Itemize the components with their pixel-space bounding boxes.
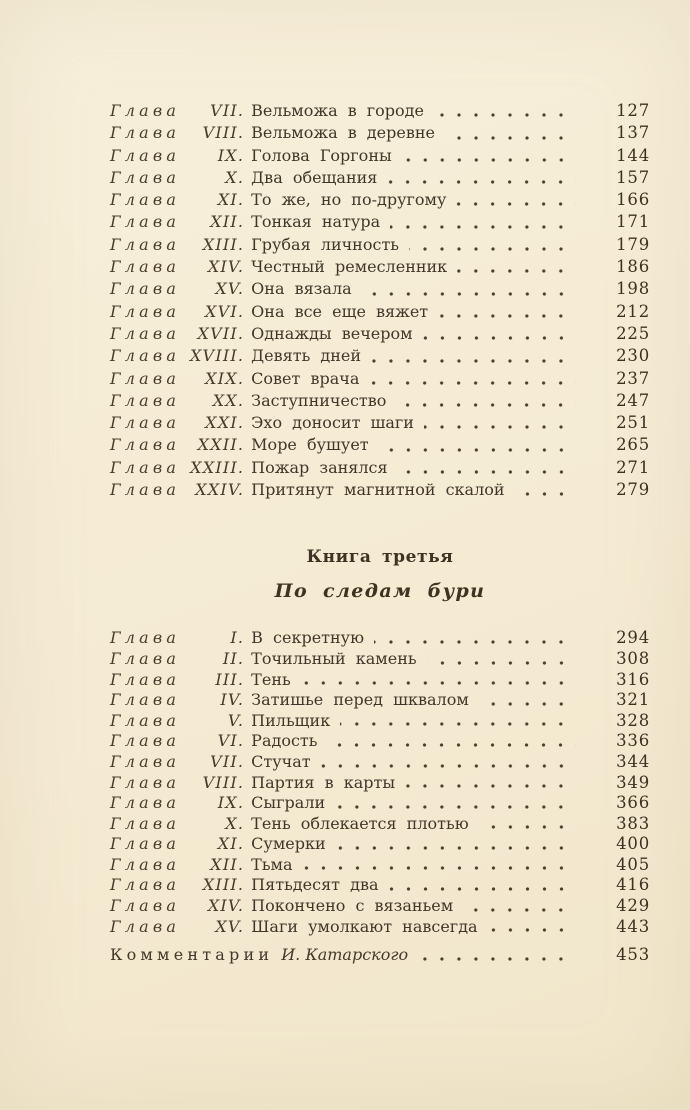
- page-number: 308: [616, 648, 650, 668]
- chapter-title: То же, но по-другому: [251, 190, 447, 210]
- dot-leader: [321, 764, 576, 768]
- dot-leader: [379, 448, 576, 452]
- dot-leader: [418, 957, 576, 961]
- chapter-word: Глава: [110, 257, 181, 277]
- chapter-word: Глава: [110, 212, 181, 232]
- page-number: 127: [616, 101, 650, 120]
- page-number: 336: [616, 731, 650, 751]
- dot-leader: [463, 908, 576, 912]
- page-number: 247: [616, 390, 650, 410]
- page-number: 349: [616, 772, 650, 792]
- toc-row: [110, 278, 650, 300]
- page-number: 321: [616, 690, 650, 710]
- chapter-title: В секретную: [251, 628, 365, 648]
- chapter-numeral: XV.: [215, 279, 245, 299]
- chapter-numeral: XXI.: [205, 413, 245, 433]
- page-number: 186: [616, 257, 650, 277]
- dot-leader: [457, 269, 576, 273]
- dot-leader: [424, 425, 576, 429]
- dot-leader: [389, 887, 577, 891]
- chapter-numeral: VIII.: [202, 772, 245, 792]
- chapter-title: Сумерки: [251, 834, 326, 854]
- chapter-numeral: XIII.: [202, 234, 245, 254]
- chapter-numeral: XIX.: [205, 368, 245, 388]
- chapter-numeral: XVII.: [197, 323, 245, 343]
- chapter-numeral: XI.: [217, 834, 245, 854]
- chapter-title: Точильный камень: [251, 648, 417, 668]
- chapter-title: Тонкая натура: [251, 212, 381, 232]
- page-number: 157: [616, 167, 650, 187]
- toc-row: [110, 896, 650, 917]
- dot-leader: [479, 825, 576, 829]
- chapter-title: Шаги умолкают навсегда: [251, 916, 478, 936]
- chapter-word: Глава: [110, 301, 181, 321]
- chapter-title: Заступничество: [251, 390, 387, 410]
- chapter-numeral: XXII.: [197, 435, 245, 455]
- dot-leader: [409, 247, 576, 251]
- chapter-title: Пильщик: [251, 710, 331, 730]
- book-title-heading: По следам бури: [274, 580, 486, 603]
- dot-leader: [488, 928, 576, 932]
- chapter-word: Глава: [110, 167, 181, 187]
- chapter-word: Глава: [110, 690, 181, 710]
- toc-row: [110, 390, 650, 412]
- chapter-word: Глава: [110, 234, 181, 254]
- chapter-word: Глава: [110, 854, 181, 874]
- dot-leader: [398, 470, 576, 474]
- toc-row: [110, 189, 650, 211]
- dot-leader: [327, 743, 576, 747]
- page-number: 316: [616, 669, 650, 689]
- page-number: 405: [616, 854, 650, 874]
- page-number: 225: [616, 323, 650, 343]
- chapter-numeral: XXIV.: [195, 480, 245, 500]
- chapter-numeral: VII.: [210, 101, 245, 120]
- chapter-word: Глава: [110, 751, 181, 771]
- toc-row: [110, 211, 650, 233]
- toc-row: [110, 368, 650, 390]
- chapter-word: Глава: [110, 834, 181, 854]
- chapter-title: Море бушует: [251, 435, 369, 455]
- page-number: 443: [616, 916, 650, 936]
- chapter-word: Глава: [110, 896, 181, 916]
- toc-row: [110, 834, 650, 855]
- toc-row: [110, 814, 650, 835]
- chapter-title: Совет врача: [251, 368, 360, 388]
- chapter-numeral: XV.: [215, 916, 245, 936]
- chapter-numeral: I.: [230, 628, 245, 648]
- dot-leader: [396, 403, 576, 407]
- page-number: 344: [616, 751, 650, 771]
- page-number: 230: [616, 346, 650, 366]
- toc-row: [110, 628, 650, 649]
- chapter-numeral: VIII.: [202, 123, 245, 143]
- chapter-title: Покончено с вязаньем: [251, 896, 454, 916]
- toc-row: [110, 690, 650, 711]
- dot-leader: [387, 180, 576, 184]
- page-number: 400: [616, 834, 650, 854]
- chapter-word: Глава: [110, 669, 181, 689]
- chapter-numeral: X.: [225, 813, 245, 833]
- chapter-numeral: III.: [215, 669, 245, 689]
- chapter-word: Глава: [110, 368, 181, 388]
- dot-leader: [427, 661, 576, 665]
- chapter-word: Глава: [110, 731, 181, 751]
- chapter-numeral: IX.: [217, 793, 245, 813]
- chapter-numeral: XVIII.: [189, 346, 245, 366]
- chapter-title: Сыграли: [251, 793, 326, 813]
- toc-section-book3: [110, 628, 650, 937]
- chapter-title: Она вязала: [251, 279, 352, 299]
- dot-leader: [479, 702, 576, 706]
- comments-label: Комментарии: [110, 945, 274, 965]
- chapter-numeral: V.: [227, 710, 245, 730]
- chapter-title: Эхо доносит шаги: [251, 413, 414, 433]
- chapter-title: Девять дней: [251, 346, 362, 366]
- toc-row: [110, 145, 650, 167]
- page-number: 383: [616, 813, 650, 833]
- chapter-title: Радость: [251, 731, 318, 751]
- toc-section-book2: [110, 100, 650, 501]
- chapter-title: Притянут магнитной скалой: [251, 480, 505, 500]
- chapter-numeral: XIV.: [207, 257, 245, 277]
- chapter-numeral: IX.: [217, 145, 245, 165]
- page-number: 279: [616, 480, 650, 500]
- chapter-numeral: VII.: [210, 751, 245, 771]
- chapter-numeral: X.: [225, 167, 245, 187]
- chapter-numeral: XVI.: [205, 301, 245, 321]
- page-number: 366: [616, 793, 650, 813]
- chapter-word: Глава: [110, 123, 181, 143]
- chapter-word: Глава: [110, 101, 181, 120]
- dot-leader: [340, 722, 576, 726]
- comments-author: И. Катарского: [281, 945, 409, 965]
- chapter-word: Глава: [110, 480, 181, 500]
- dot-leader: [390, 225, 576, 229]
- page-number: 453: [616, 945, 650, 965]
- toc-row: [110, 875, 650, 896]
- chapter-word: Глава: [110, 145, 181, 165]
- page-number: 271: [616, 457, 650, 477]
- chapter-numeral: XII.: [210, 854, 245, 874]
- toc-row: [110, 731, 650, 752]
- toc-row: [110, 345, 650, 367]
- chapter-numeral: XX.: [212, 390, 245, 410]
- part-heading: [110, 547, 650, 602]
- chapter-word: Глава: [110, 413, 181, 433]
- chapter-title: Голова Горгоны: [251, 145, 392, 165]
- dot-leader: [374, 640, 576, 644]
- dot-leader: [438, 314, 576, 318]
- book-number-heading: Книга третья: [306, 547, 454, 568]
- page-number: 179: [616, 234, 650, 254]
- chapter-word: Глава: [110, 772, 181, 792]
- page-number: 416: [616, 875, 650, 895]
- chapter-word: Глава: [110, 793, 181, 813]
- page-number: 171: [616, 212, 650, 232]
- page-number: 198: [616, 279, 650, 299]
- chapter-numeral: II.: [222, 648, 245, 668]
- toc-row: [110, 323, 650, 345]
- chapter-title: Затишье перед шквалом: [251, 690, 469, 710]
- chapter-title: Однажды вечером: [251, 323, 413, 343]
- chapter-word: Глава: [110, 190, 181, 210]
- page-number: 137: [616, 123, 650, 143]
- chapter-title: Стучат: [251, 751, 311, 771]
- chapter-word: Глава: [110, 323, 181, 343]
- chapter-word: Глава: [110, 346, 181, 366]
- chapter-title: Два обещания: [251, 167, 378, 187]
- chapter-word: Глава: [110, 875, 181, 895]
- toc-row: [110, 752, 650, 773]
- page-number: 212: [616, 301, 650, 321]
- dot-leader: [515, 492, 576, 496]
- chapter-numeral: VI.: [217, 731, 245, 751]
- chapter-word: Глава: [110, 390, 181, 410]
- chapter-title: Тьма: [251, 854, 293, 874]
- dot-leader: [445, 136, 576, 140]
- chapter-title: Грубая личность: [251, 234, 399, 254]
- toc-row: [110, 167, 650, 189]
- chapter-word: Глава: [110, 435, 181, 455]
- chapter-title: Пожар занялся: [251, 457, 388, 477]
- chapter-title: Вельможа в деревне: [251, 123, 435, 143]
- page-number: 429: [616, 896, 650, 916]
- toc-row: [110, 412, 650, 434]
- toc-row: [110, 711, 650, 732]
- dot-leader: [362, 292, 576, 296]
- dot-leader: [301, 681, 576, 685]
- toc-row: [110, 917, 650, 938]
- toc-row: [110, 793, 650, 814]
- chapter-title: Тень: [251, 669, 291, 689]
- page-number: 265: [616, 435, 650, 455]
- chapter-title: Пятьдесят два: [251, 875, 379, 895]
- toc-row: [110, 649, 650, 670]
- chapter-title: Честный ремесленник: [251, 257, 448, 277]
- chapter-numeral: XIII.: [202, 875, 245, 895]
- dot-leader: [434, 113, 576, 117]
- dot-leader: [303, 866, 576, 870]
- toc-row: [110, 256, 650, 278]
- dot-leader: [423, 336, 576, 340]
- chapter-word: Глава: [110, 916, 181, 936]
- toc-row: [110, 855, 650, 876]
- toc-row: [110, 457, 650, 479]
- dot-leader: [335, 805, 576, 809]
- dot-leader: [456, 202, 576, 206]
- chapter-numeral: XXIII.: [190, 457, 245, 477]
- dot-leader: [369, 381, 576, 385]
- toc-row: [110, 100, 650, 122]
- chapter-word: Глава: [110, 710, 181, 730]
- chapter-title: Вельможа в городе: [251, 101, 424, 120]
- page-number: 144: [616, 145, 650, 165]
- toc-row: [110, 234, 650, 256]
- toc-row: [110, 479, 650, 501]
- page-number: 328: [616, 710, 650, 730]
- chapter-title: Она все еще вяжет: [251, 301, 429, 321]
- page-number: 294: [616, 628, 650, 648]
- dot-leader: [336, 846, 576, 850]
- toc-row: [110, 434, 650, 456]
- chapter-numeral: IV.: [220, 690, 245, 710]
- toc-row: [110, 670, 650, 691]
- chapter-title: Тень облекается плотью: [251, 813, 469, 833]
- chapter-numeral: XI.: [217, 190, 245, 210]
- toc-row: [110, 301, 650, 323]
- page-number: 166: [616, 190, 650, 210]
- chapter-word: Глава: [110, 279, 181, 299]
- chapter-word: Глава: [110, 813, 181, 833]
- toc-row: [110, 773, 650, 794]
- page-number: 251: [616, 413, 650, 433]
- page-number: 237: [616, 368, 650, 388]
- toc-row: [110, 122, 650, 144]
- dot-leader: [405, 784, 576, 788]
- chapter-word: Глава: [110, 457, 181, 477]
- chapter-numeral: XIV.: [207, 896, 245, 916]
- chapter-numeral: XII.: [210, 212, 245, 232]
- dot-leader: [371, 359, 576, 363]
- comments-entry: [110, 944, 650, 966]
- chapter-word: Глава: [110, 648, 181, 668]
- chapter-word: Глава: [110, 628, 181, 648]
- dot-leader: [402, 158, 576, 162]
- chapter-title: Партия в карты: [251, 772, 396, 792]
